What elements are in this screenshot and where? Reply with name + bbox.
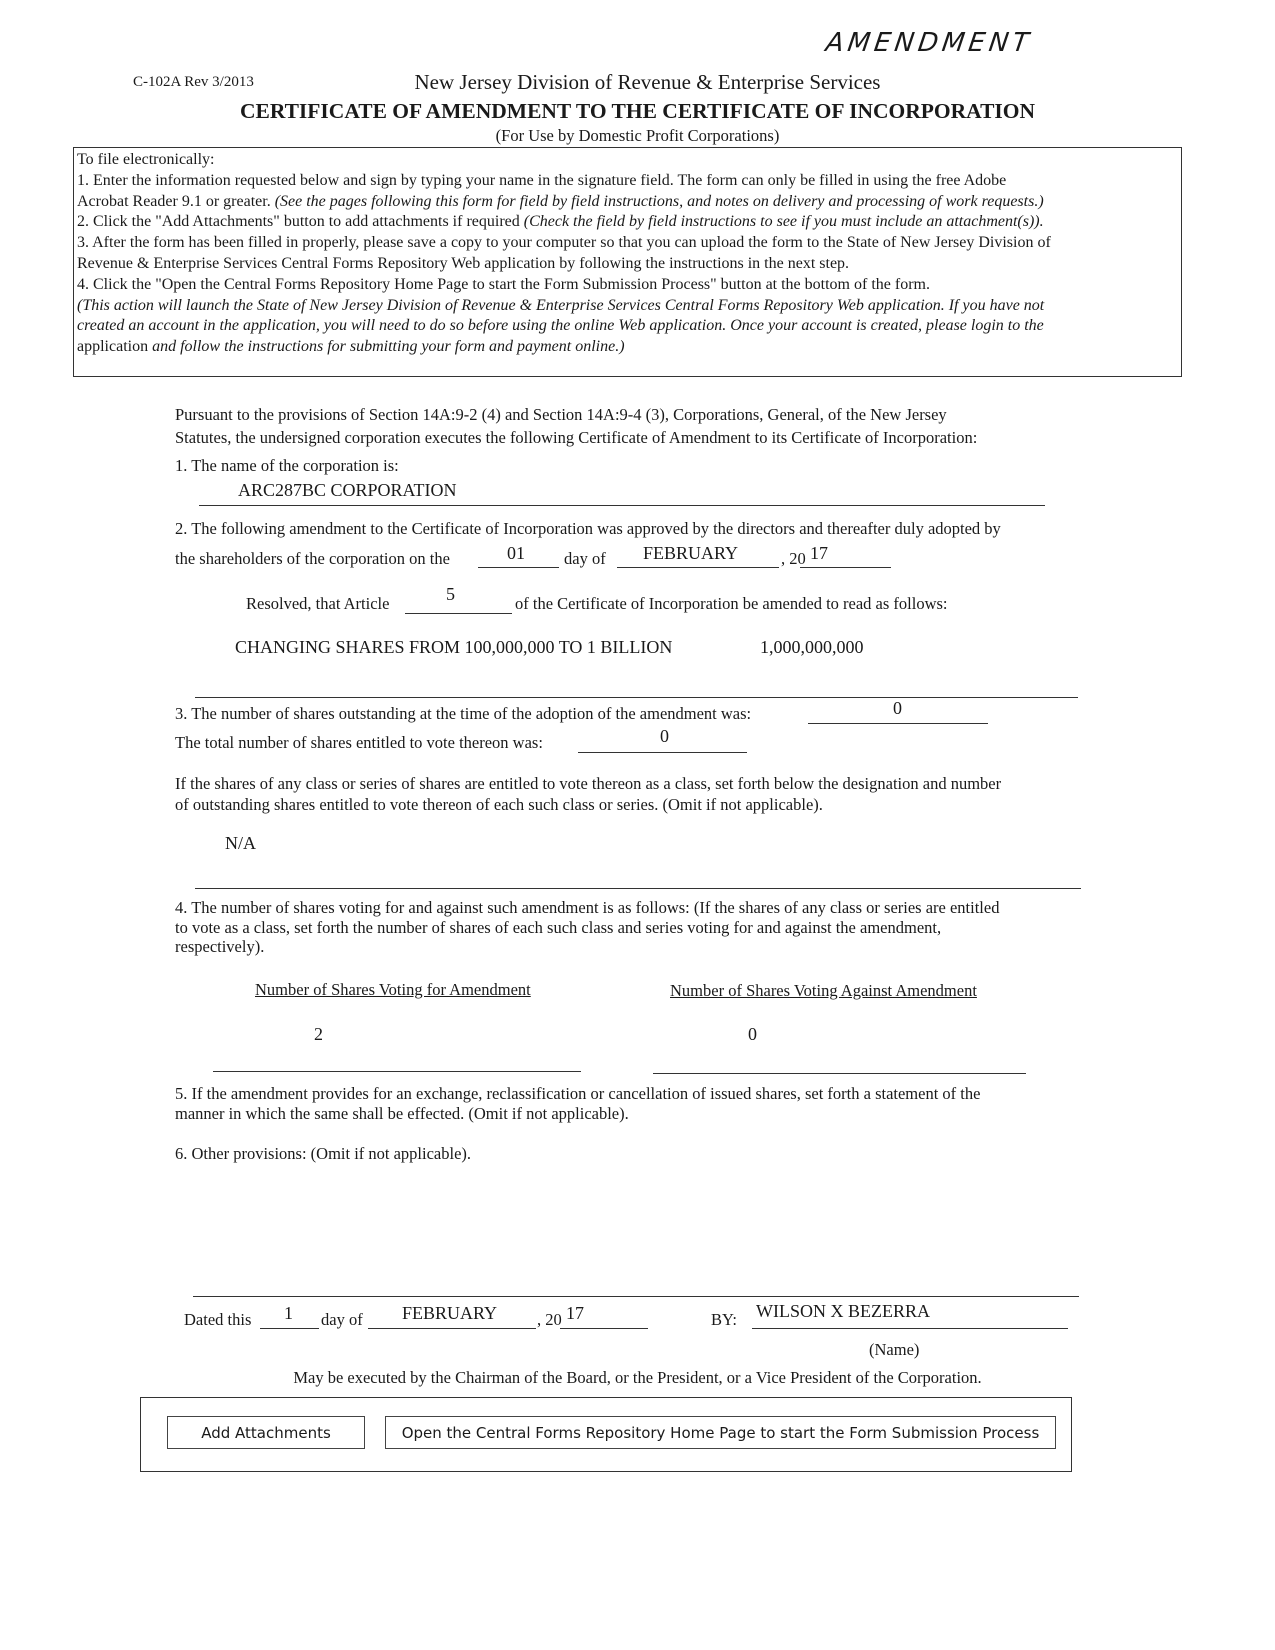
q3-total-label: The total number of shares entitled to vote thereon was: [175, 733, 543, 752]
votes-for-field[interactable]: 2 [314, 1024, 323, 1044]
resolved-suffix: of the Certificate of Incorporation be amended to read as follows: [515, 594, 948, 613]
instruction-line [77, 316, 1181, 337]
name-caption: (Name) [869, 1340, 920, 1359]
field-underline [578, 752, 747, 753]
instructions-box [73, 147, 1182, 377]
instructions-heading: To file electronically: [77, 151, 215, 168]
votes-for-label: Number of Shares Voting for Amendment [255, 980, 531, 999]
resolved-label: Resolved, that Article [246, 594, 390, 613]
agency-name: New Jersey Division of Revenue & Enterprise Services [414, 70, 881, 94]
signature-year-field[interactable]: 17 [566, 1303, 584, 1323]
instruction-note: and follow the instructions for submitting your form and payment online.) [152, 338, 625, 356]
instruction-line [77, 192, 1181, 213]
class-text: If the shares of any class or series of shares are entitled to vote thereon as a class, set forth below the designation and number [175, 774, 1002, 793]
handwritten-amendment-note: AMENDMENT [823, 28, 1035, 58]
instruction-line: 1. Enter the information requested below and sign by typing your name in the signature field. The form can only be filled in using the free Adobe [77, 171, 1007, 189]
outstanding-shares-field[interactable]: 0 [893, 698, 902, 718]
class-designation-field[interactable]: N/A [225, 833, 256, 853]
q5-text: 5. If the amendment provides for an exchange, reclassification or cancellation of issued shares, set forth a statement of the [175, 1084, 981, 1103]
field-underline [213, 1071, 581, 1072]
field-underline [808, 723, 988, 724]
class-text: of outstanding shares entitled to vote thereon of each such class or series. (Omit if not applicable). [175, 795, 823, 814]
instruction-line [77, 337, 1181, 358]
year-prefix: , 20 [781, 549, 806, 568]
by-label: BY: [711, 1310, 737, 1329]
instruction-line: 4. Click the "Open the Central Forms Repository Home Page to start the Form Submission Process" button at the bottom of the form. [77, 275, 930, 293]
q1-label: 1. The name of the corporation is: [175, 456, 399, 475]
votes-against-field[interactable]: 0 [748, 1024, 757, 1044]
instruction-note: (This action will launch the State of New Jersey Division of Revenue & Enterprise Services Central Forms Repository Web application. If you have not [77, 296, 1045, 314]
page-subtitle: (For Use by Domestic Profit Corporations) [495, 126, 780, 145]
field-underline [199, 505, 1045, 506]
q4-text: 4. The number of shares voting for and against such amendment is as follows: (If the shares of any class or series are entitled [175, 898, 1000, 917]
instruction-line [77, 296, 1181, 317]
amendment-text-field[interactable]: CHANGING SHARES FROM 100,000,000 TO 1 BILLION [235, 637, 673, 657]
corporation-name-field[interactable]: ARC287BC CORPORATION [238, 480, 457, 500]
q3-outstanding-label: 3. The number of shares outstanding at the time of the adoption of the amendment was: [175, 704, 752, 723]
field-underline [368, 1328, 536, 1329]
day-of-label: day of [564, 549, 606, 568]
q6-text: 6. Other provisions: (Omit if not applicable). [175, 1144, 472, 1163]
adoption-year-field[interactable]: 17 [810, 543, 828, 563]
adoption-day-field[interactable]: 01 [507, 543, 525, 563]
instruction-text: application [77, 338, 153, 356]
form-id: C-102A Rev 3/2013 [133, 74, 254, 90]
field-underline [617, 567, 779, 568]
signature-day-field[interactable]: 1 [284, 1303, 293, 1323]
instruction-note: (See the pages following this form for field by field instructions, and notes on delivery and processing of work requests.) [274, 192, 1044, 210]
instruction-line [77, 212, 1181, 233]
year-prefix: , 20 [537, 1310, 562, 1329]
field-underline [405, 613, 512, 614]
total-voting-shares-field[interactable]: 0 [660, 726, 669, 746]
page-title: CERTIFICATE OF AMENDMENT TO THE CERTIFICATE OF INCORPORATION [239, 99, 1036, 123]
field-underline [260, 1328, 319, 1329]
article-field[interactable]: 5 [446, 584, 455, 604]
instruction-text: 2. Click the "Add Attachments" button to add attachments if required [77, 213, 524, 231]
q4-text: respectively). [175, 937, 265, 956]
field-underline [560, 1328, 648, 1329]
execution-note: May be executed by the Chairman of the Board, or the President, or a Vice President of the Corporation. [293, 1368, 982, 1387]
pursuant-text: Pursuant to the provisions of Section 14A:9-2 (4) and Section 14A:9-4 (3), Corporations, General, of the New Jersey [175, 405, 947, 424]
instruction-line: 3. After the form has been filled in properly, please save a copy to your computer so that you can upload the form to the State of New Jersey Division of [77, 234, 1051, 252]
q2-text: the shareholders of the corporation on the [175, 549, 450, 568]
field-underline [800, 567, 891, 568]
pursuant-text: Statutes, the undersigned corporation executes the following Certificate of Amendment to its Certificate of Incorporation: [175, 428, 978, 447]
q5-text: manner in which the same shall be effected. (Omit if not applicable). [175, 1104, 629, 1123]
field-underline [195, 888, 1081, 889]
instruction-note: (Check the field by field instructions to see if you must include an attachment(s)). [523, 213, 1044, 231]
amendment-number: 1,000,000,000 [760, 637, 864, 657]
field-underline [478, 567, 559, 568]
add-attachments-button[interactable]: Add Attachments [167, 1416, 365, 1449]
field-underline [653, 1073, 1026, 1074]
q4-text: to vote as a class, set forth the number of shares of each such class and series voting for and against the amendment, [175, 918, 942, 937]
votes-against-label: Number of Shares Voting Against Amendment [670, 981, 977, 1000]
signature-month-field[interactable]: FEBRUARY [402, 1303, 498, 1323]
adoption-month-field[interactable]: FEBRUARY [643, 543, 739, 563]
q2-text: 2. The following amendment to the Certificate of Incorporation was approved by the directors and thereafter duly adopted by [175, 519, 1001, 538]
field-underline [193, 1296, 1079, 1297]
open-repository-button[interactable]: Open the Central Forms Repository Home Page to start the Form Submission Process [385, 1416, 1056, 1449]
instruction-note: created an account in the application, you will need to do so before using the online Web application. Once your account is created, please login to the [77, 317, 1044, 335]
day-of-label: day of [321, 1310, 363, 1329]
field-underline [752, 1328, 1068, 1329]
signer-name-field[interactable]: WILSON X BEZERRA [756, 1301, 930, 1321]
dated-this-label: Dated this [184, 1310, 252, 1329]
instruction-text: Acrobat Reader 9.1 or greater. [77, 192, 275, 210]
field-underline [195, 697, 1078, 698]
instruction-line: Revenue & Enterprise Services Central Forms Repository Web application by following the instructions in the next step. [77, 254, 850, 272]
